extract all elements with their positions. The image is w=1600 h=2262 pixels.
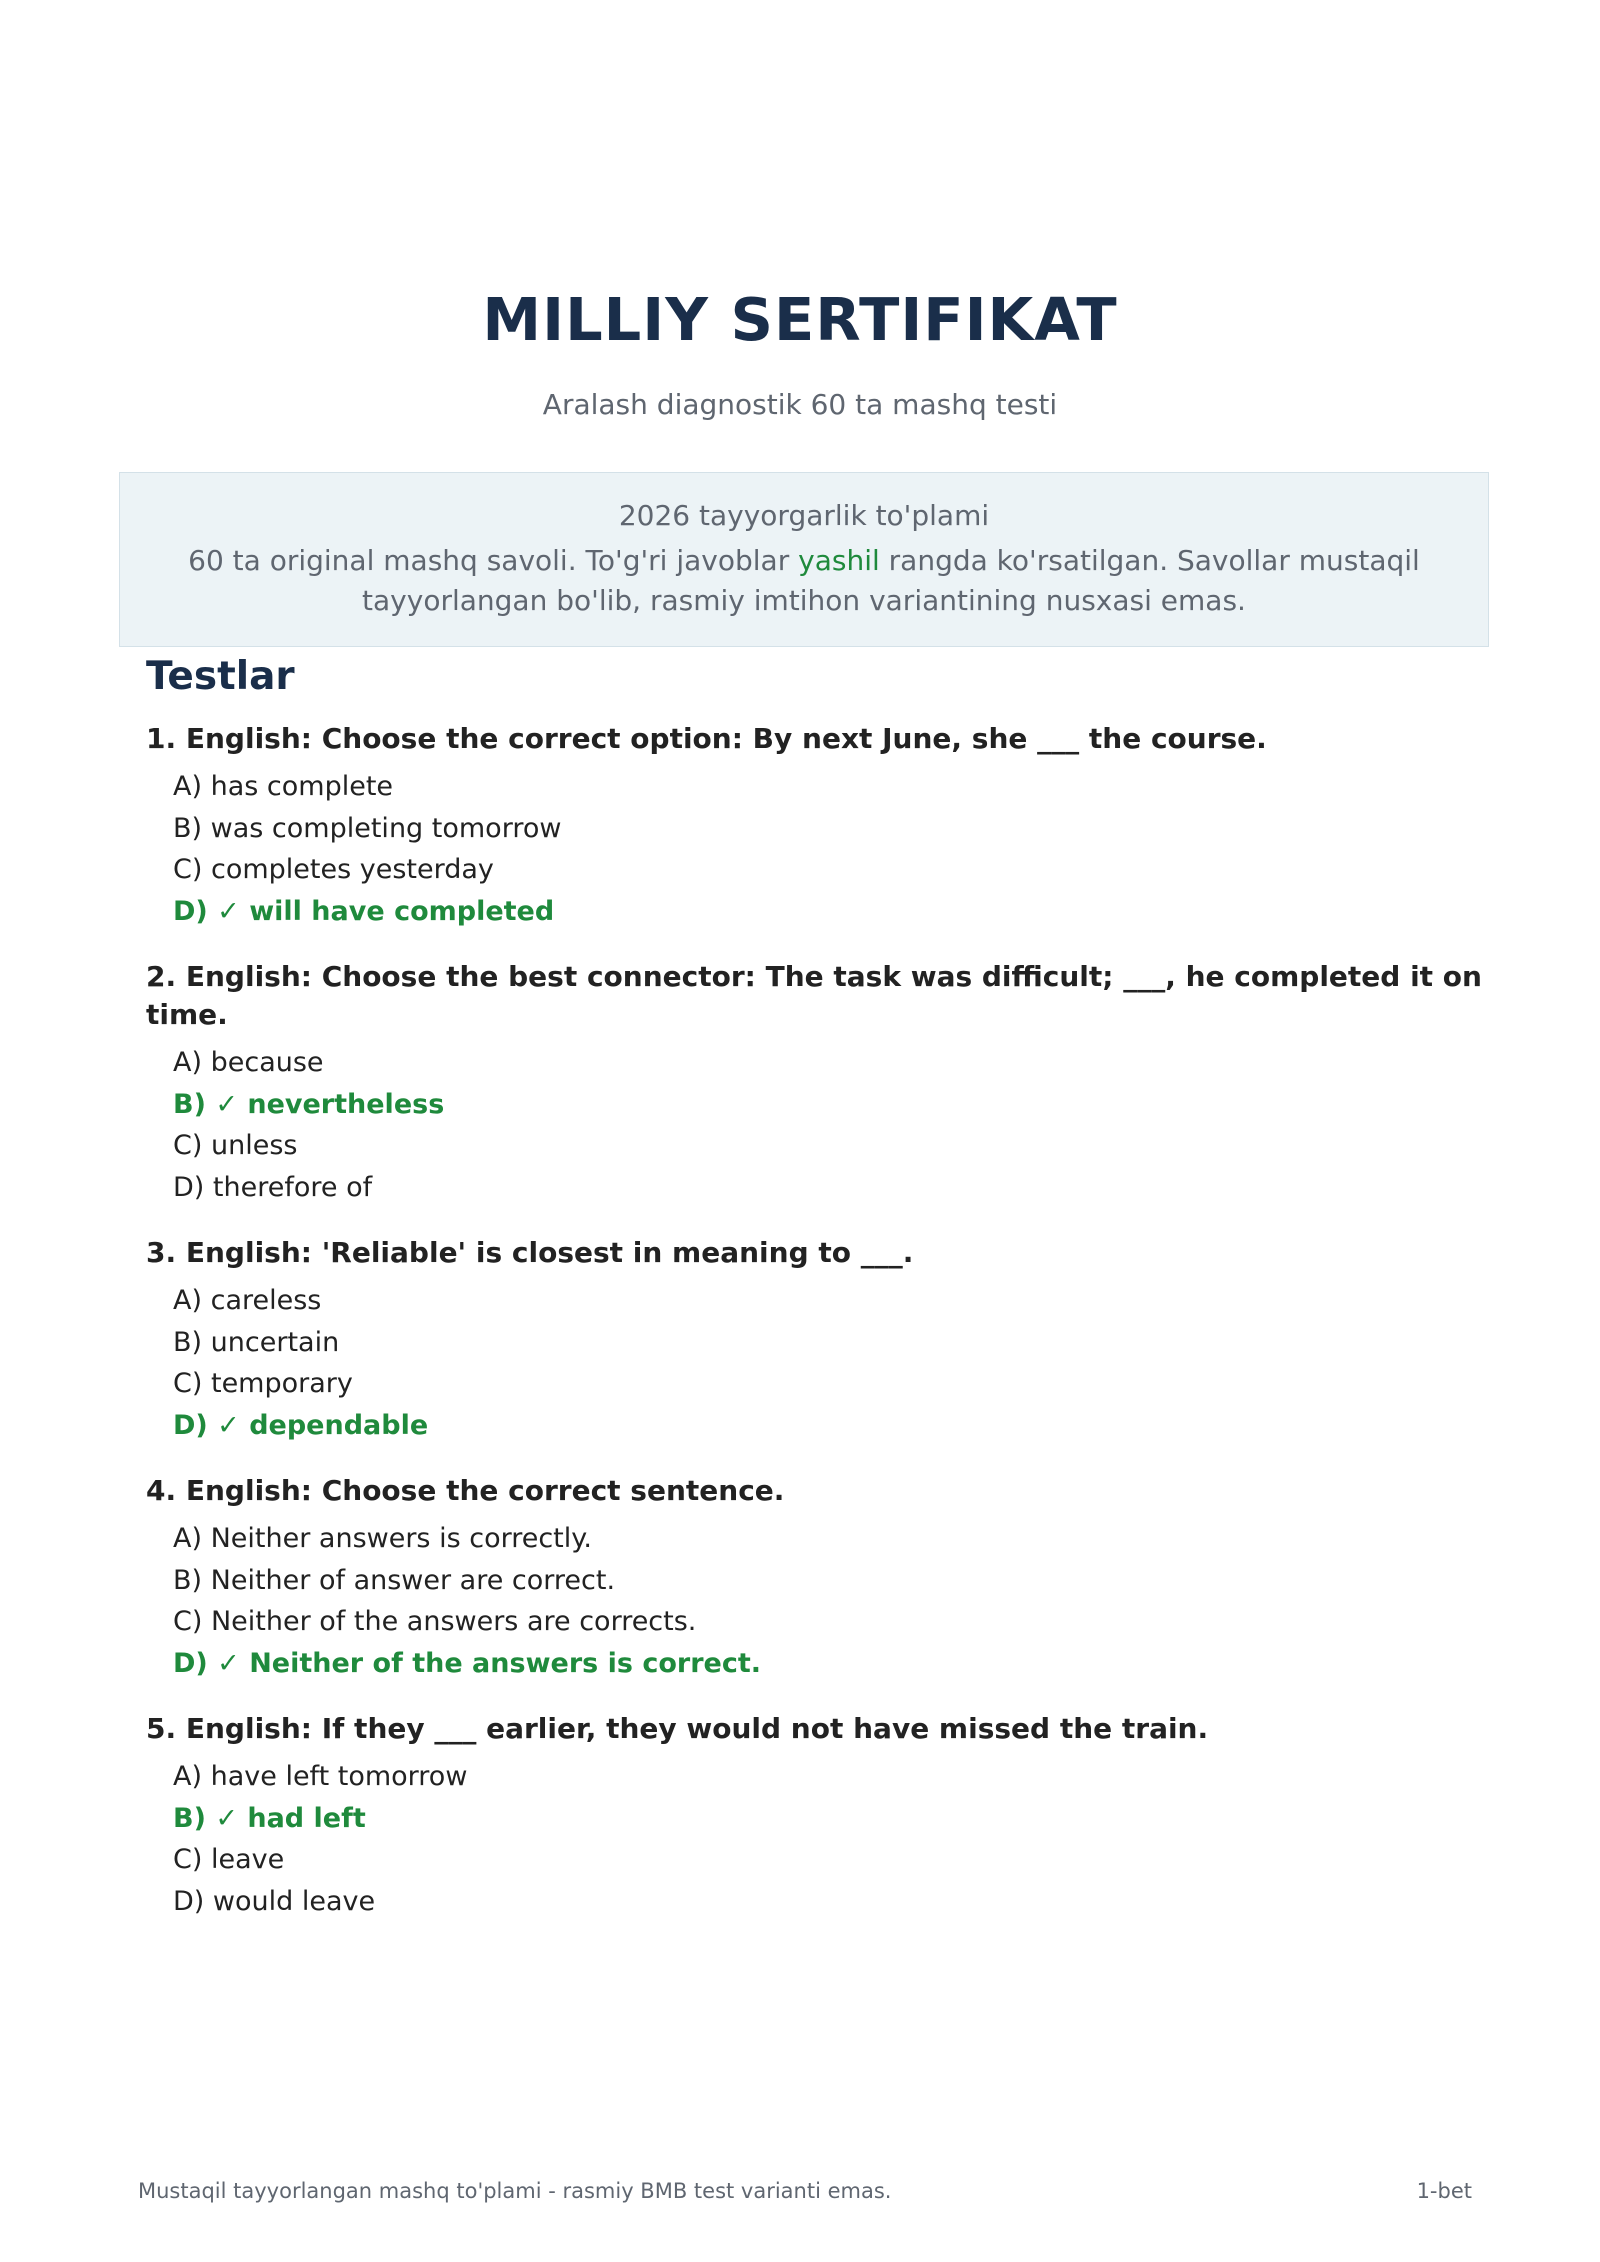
- option-letter: A): [173, 771, 203, 802]
- option-text: therefore of: [212, 1171, 373, 1203]
- option-text: Neither answers is correctly.: [210, 1523, 592, 1554]
- option-text: have left tomorrow: [210, 1761, 468, 1792]
- option-text: uncertain: [210, 1326, 340, 1358]
- info-box-description: [160, 541, 1448, 621]
- answer-option: [146, 1125, 1486, 1167]
- option-letter: C): [173, 1606, 203, 1637]
- option-text: careless: [210, 1285, 322, 1316]
- option-text: had left: [247, 1802, 366, 1834]
- answer-option: [146, 808, 1486, 850]
- option-text: Neither of answer are correct.: [210, 1564, 616, 1596]
- answer-option-correct: [146, 891, 1486, 933]
- option-letter: A): [173, 1523, 203, 1554]
- section-title: Testlar: [146, 654, 295, 699]
- info-box-heading: 2026 tayyorgarlik to'plami: [618, 499, 990, 532]
- option-text: leave: [210, 1844, 285, 1875]
- option-letter: D): [173, 895, 208, 927]
- option-text: completes yesterday: [210, 854, 494, 885]
- question-block: [146, 1234, 1486, 1446]
- answer-option: [146, 1518, 1486, 1560]
- option-letter: B): [173, 1802, 206, 1834]
- answer-option-correct: [146, 1643, 1486, 1685]
- question-text: 5. English: If they ___ earlier, they would not have missed the train.: [146, 1712, 1209, 1745]
- option-letter: D): [173, 1885, 205, 1917]
- answer-option: [146, 1167, 1486, 1209]
- page-number: 1-bet: [1416, 2179, 1472, 2203]
- option-letter: A): [173, 1047, 203, 1078]
- option-letter: A): [173, 1285, 203, 1316]
- question-block: [146, 958, 1486, 1208]
- answer-option: [146, 1280, 1486, 1322]
- answer-option: [146, 1839, 1486, 1881]
- info-box: [119, 472, 1489, 647]
- question-text: 4. English: Choose the correct sentence.: [146, 1474, 785, 1507]
- option-letter: D): [173, 1409, 208, 1441]
- option-text: will have completed: [249, 895, 555, 927]
- question-text: 3. English: 'Reliable' is closest in meaning to ___.: [146, 1236, 914, 1269]
- option-letter: B): [173, 1088, 206, 1120]
- checkmark-icon: ✓: [215, 1088, 238, 1120]
- answer-option: [146, 1363, 1486, 1405]
- answer-option-correct: [146, 1084, 1486, 1126]
- option-text: Neither of the answers are corrects.: [210, 1606, 697, 1637]
- option-letter: D): [173, 1647, 208, 1679]
- option-letter: C): [173, 854, 203, 885]
- option-letter: C): [173, 1844, 203, 1875]
- info-desc-after: rangda ko'rsatilgan. Savollar mustaqil tayyorlangan bo'lib, rasmiy imtihon variantining nusxasi emas.: [362, 544, 1420, 617]
- answer-option: [146, 1560, 1486, 1602]
- option-letter: A): [173, 1761, 203, 1792]
- footer-note: Mustaqil tayyorlangan mashq to'plami - rasmiy BMB test varianti emas.: [138, 2179, 892, 2203]
- answer-option: [146, 1322, 1486, 1364]
- question-block: [146, 1710, 1486, 1922]
- option-text: Neither of the answers is correct.: [249, 1647, 762, 1679]
- question-text: 1. English: Choose the correct option: By next June, she ___ the course.: [146, 722, 1267, 755]
- answer-option: [146, 1881, 1486, 1923]
- option-letter: B): [173, 1564, 203, 1596]
- option-text: temporary: [210, 1368, 353, 1399]
- option-text: would leave: [212, 1885, 376, 1917]
- answer-option: [146, 1042, 1486, 1084]
- option-text: was completing tomorrow: [210, 812, 562, 844]
- checkmark-icon: ✓: [217, 1409, 240, 1441]
- question-block: [146, 1472, 1486, 1684]
- answer-option: [146, 1601, 1486, 1643]
- option-letter: B): [173, 812, 203, 844]
- checkmark-icon: ✓: [217, 895, 240, 927]
- answer-option: [146, 1756, 1486, 1798]
- answer-option: [146, 849, 1486, 891]
- checkmark-icon: ✓: [217, 1647, 240, 1679]
- option-text: dependable: [249, 1409, 429, 1441]
- answer-option-correct: [146, 1405, 1486, 1447]
- option-text: unless: [210, 1130, 298, 1161]
- option-letter: C): [173, 1130, 203, 1161]
- question-text: 2. English: Choose the best connector: The task was difficult; ___, he completed it on time.: [146, 960, 1482, 1031]
- page-title: MILLIY SERTIFIKAT: [482, 285, 1118, 354]
- option-text: has complete: [210, 771, 394, 802]
- option-letter: D): [173, 1171, 205, 1203]
- info-desc-highlight: yashil: [798, 544, 880, 577]
- page-subtitle: Aralash diagnostik 60 ta mashq testi: [542, 388, 1058, 421]
- info-desc-before: 60 ta original mashq savoli. To'g'ri javoblar: [188, 544, 799, 577]
- option-text: because: [210, 1047, 324, 1078]
- question-list: [146, 720, 1486, 1948]
- question-block: [146, 720, 1486, 932]
- option-text: nevertheless: [247, 1088, 445, 1120]
- answer-option-correct: [146, 1798, 1486, 1840]
- checkmark-icon: ✓: [215, 1802, 238, 1834]
- option-letter: B): [173, 1326, 203, 1358]
- answer-option: [146, 766, 1486, 808]
- option-letter: C): [173, 1368, 203, 1399]
